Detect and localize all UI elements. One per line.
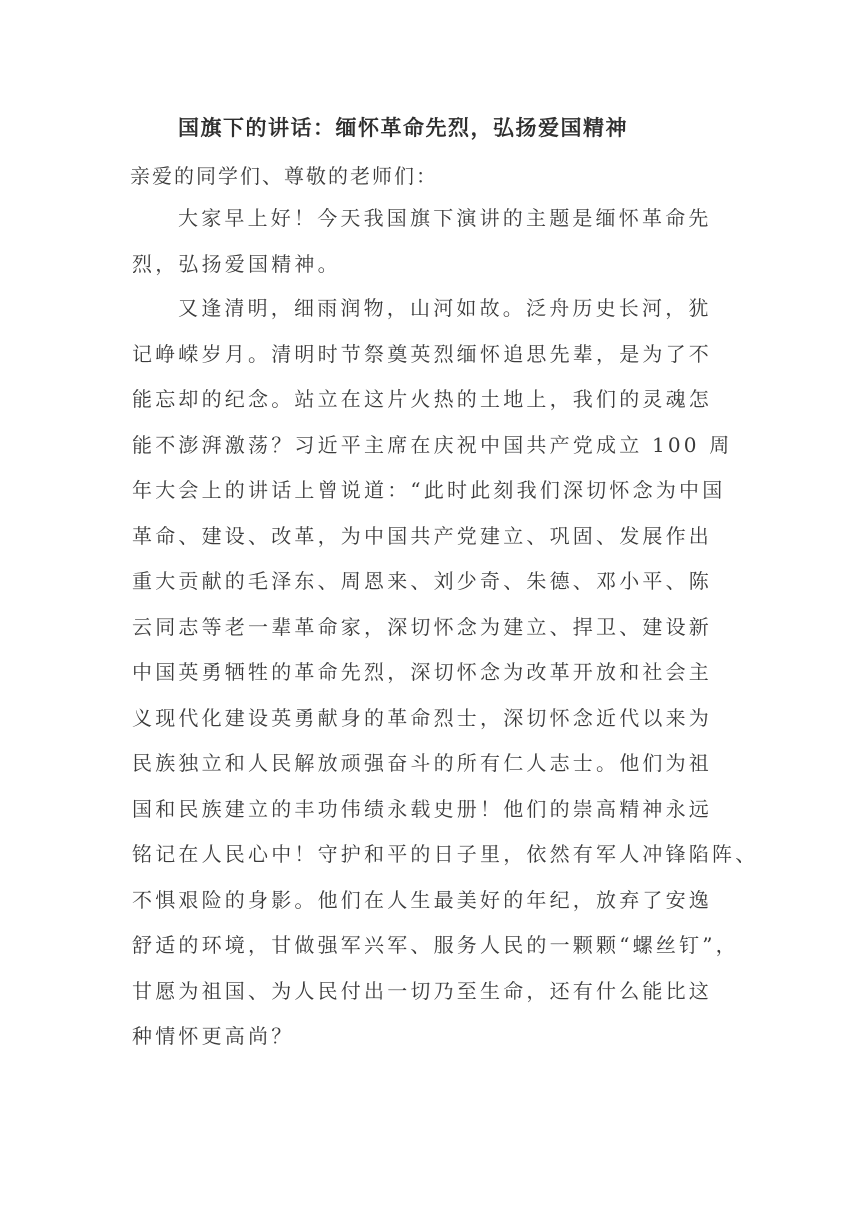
- paragraph-line: 义现代化建设英勇献身的革命烈士，深切怀念近代以来为: [132, 705, 712, 730]
- paragraph-line: 又逢清明，细雨润物，山河如故。泛舟历史长河，犹: [178, 296, 712, 320]
- paragraph-line: 能不澎湃激荡？习近平主席在庆祝中国共产党成立 100 周: [132, 432, 733, 457]
- paragraph-line: 革命、建设、改革，为中国共产党建立、巩固、发展作出: [132, 523, 712, 548]
- paragraph-2: [132, 286, 759, 1060]
- paragraph-line: 记峥嵘岁月。清明时节祭奠英烈缅怀追思先辈，是为了不: [132, 341, 712, 366]
- paragraph-1: [132, 196, 728, 287]
- salutation: 亲爱的同学们、尊敬的老师们：: [130, 164, 438, 188]
- paragraph-line: 大家早上好！今天我国旗下演讲的主题是缅怀革命先: [178, 206, 712, 230]
- paragraph-line: 中国英勇牺牲的革命先烈，深切怀念为改革开放和社会主: [132, 660, 712, 684]
- paragraph-line: 国和民族建立的丰功伟绩永载史册！他们的崇高精神永远: [132, 796, 712, 821]
- paragraph-line: 铭记在人民心中！守护和平的日子里，依然有军人冲锋陷阵、: [132, 842, 759, 866]
- paragraph-line: 能忘却的纪念。站立在这片火热的土地上，我们的灵魂怎: [132, 387, 712, 411]
- document-title: 国旗下的讲话：缅怀革命先烈，弘扬爱国精神: [178, 116, 628, 140]
- paragraph-line: 不惧艰险的身影。他们在人生最美好的年纪，放弃了安逸: [132, 887, 712, 912]
- paragraph-line: 重大贡献的毛泽东、周恩来、刘少奇、朱德、邓小平、陈: [132, 569, 712, 593]
- paragraph-line: 云同志等老一辈革命家，深切怀念为建立、捍卫、建设新: [132, 614, 712, 639]
- paragraph-line: 甘愿为祖国、为人民付出一切乃至生命，还有什么能比这: [132, 978, 712, 1003]
- paragraph-line: 烈，弘扬爱国精神。: [132, 251, 341, 276]
- paragraph-line: 年大会上的讲话上曾说道：“此时此刻我们深切怀念为中国: [132, 478, 726, 502]
- paragraph-line: 民族独立和人民解放顽强奋斗的所有仁人志士。他们为祖: [132, 751, 712, 775]
- paragraph-line: 种情怀更高尚？: [132, 1024, 295, 1048]
- paragraph-line: 舒适的环境，甘做强军兴军、服务人民的一颗颗“螺丝钉”，: [132, 933, 739, 957]
